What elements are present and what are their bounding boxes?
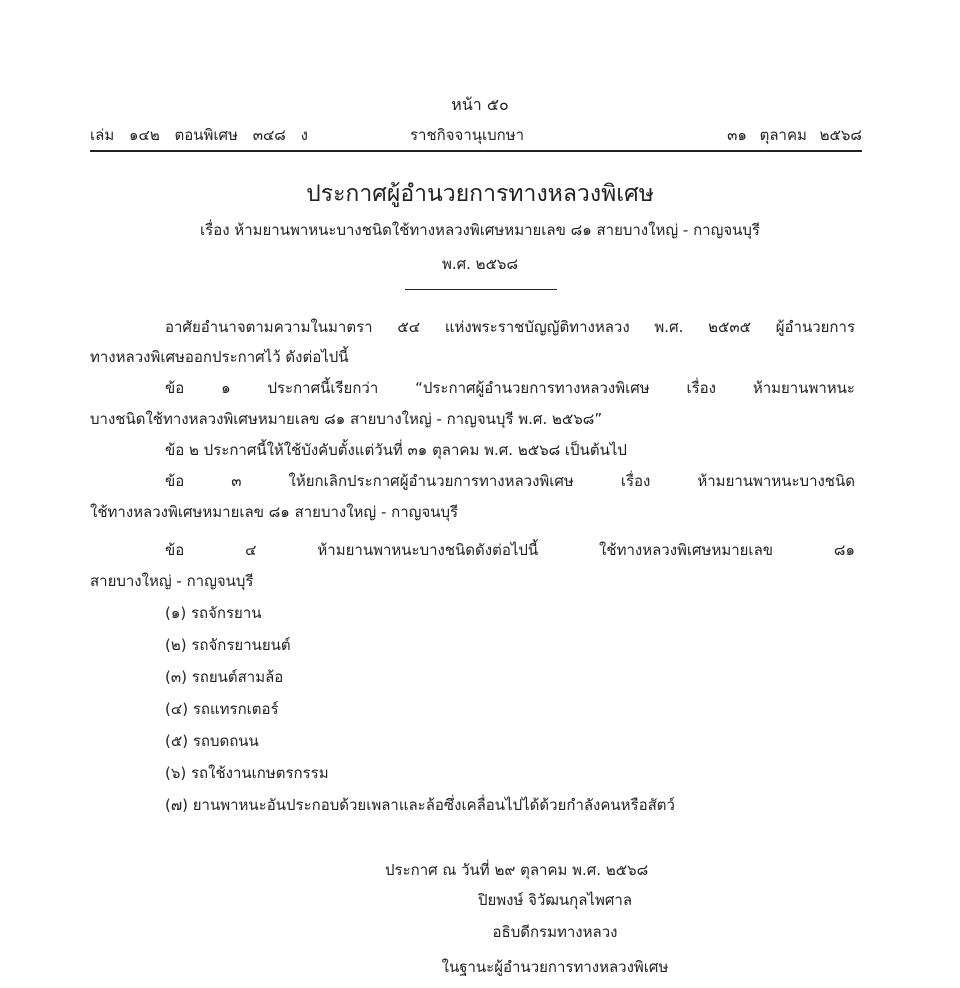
title-divider — [405, 289, 557, 290]
announcement-date: ประกาศ ณ วันที่ ๒๙ ตุลาคม พ.ศ. ๒๕๖๘ — [385, 861, 649, 879]
announcement-year: พ.ศ. ๒๕๖๘ — [441, 255, 519, 273]
gazette-volume: เล่ม ๑๔๒ ตอนพิเศษ ๓๔๘ ง — [90, 126, 308, 144]
header-rule — [90, 150, 862, 152]
signatory-name: ปิยพงษ์ จิวัฒนกุลไพศาล — [477, 891, 633, 909]
list-item: (๕) รถบดถนน — [165, 732, 259, 750]
signatory-capacity: ในฐานะผู้อำนวยการทางหลวงพิเศษ — [441, 958, 669, 976]
page-number: หน้า ๕๐ — [451, 95, 509, 114]
body-line: สายบางใหญ่ - กาญจนบุรี — [90, 572, 254, 590]
gazette-name: ราชกิจจานุเบกษา — [410, 126, 525, 144]
list-item: (๑) รถจักรยาน — [165, 604, 262, 622]
list-item: (๔) รถแทรกเตอร์ — [165, 700, 279, 718]
list-item: (๗) ยานพาหนะอันประกอบด้วยเพลาและล้อซึ่งเคลื่อนไปได้ด้วยกำลังคนหรือสัตว์ — [165, 796, 675, 814]
announcement-title: ประกาศผู้อำนวยการทางหลวงพิเศษ — [306, 181, 654, 207]
body-line: อาศัยอำนาจตามความในมาตรา ๕๔ แห่งพระราชบัญญัติทางหลวง พ.ศ. ๒๕๓๕ ผู้อำนวยการ — [165, 318, 855, 336]
body-line: ทางหลวงพิเศษออกประกาศไว้ ดังต่อไปนี้ — [90, 348, 349, 366]
list-item: (๖) รถใช้งานเกษตรกรรม — [165, 764, 329, 782]
list-item: (๒) รถจักรยานยนต์ — [165, 636, 291, 654]
announcement-subject: เรื่อง ห้ามยานพาหนะบางชนิดใช้ทางหลวงพิเศษหมายเลข ๘๑ สายบางใหญ่ - กาญจนบุรี — [200, 221, 760, 239]
body-line: ข้อ ๑ ประกาศนี้เรียกว่า “ประกาศผู้อำนวยการทางหลวงพิเศษ เรื่อง ห้ามยานพาหนะ — [165, 379, 855, 397]
body-line: ใช้ทางหลวงพิเศษหมายเลข ๘๑ สายบางใหญ่ - กาญจนบุรี — [90, 503, 459, 521]
body-line: ข้อ ๔ ห้ามยานพาหนะบางชนิดดังต่อไปนี้ ใช้ทางหลวงพิเศษหมายเลข ๘๑ — [165, 541, 855, 559]
gazette-date: ๓๑ ตุลาคม ๒๕๖๘ — [727, 126, 862, 144]
body-line: บางชนิดใช้ทางหลวงพิเศษหมายเลข ๘๑ สายบางใหญ่ - กาญจนบุรี พ.ศ. ๒๕๖๘” — [90, 410, 603, 428]
body-line: ข้อ ๓ ให้ยกเลิกประกาศผู้อำนวยการทางหลวงพิเศษ เรื่อง ห้ามยานพาหนะบางชนิด — [165, 472, 855, 490]
body-line: ข้อ ๒ ประกาศนี้ให้ใช้บังคับตั้งแต่วันที่ ๓๑ ตุลาคม พ.ศ. ๒๕๖๘ เป็นต้นไป — [165, 441, 627, 459]
signatory-position: อธิบดีกรมทางหลวง — [492, 923, 618, 941]
list-item: (๓) รถยนต์สามล้อ — [165, 668, 284, 686]
